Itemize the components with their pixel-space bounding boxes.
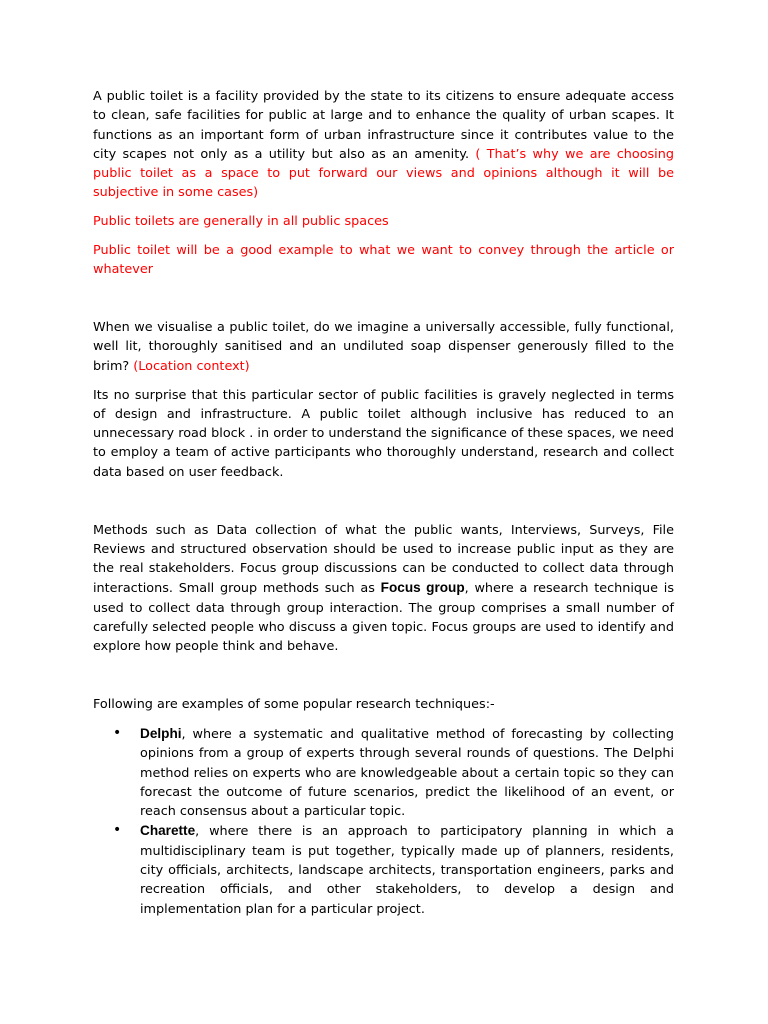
charette-text: , where there is an approach to participatory planning in which a multidisciplinary team is put together, typically made up of planners, residents, city officials, architects, landscape architects, transportation engineers, parks and recreation officials, and other stakeholders, to develop a design and implementation plan for a particular project.	[140, 824, 674, 917]
delphi-text: , where a systematic and qualitative method of forecasting by collecting opinions from a group of experts through several rounds of questions. The Delphi method relies on experts who are knowledgeable about a certain topic so they can forecast the outcome of future scenarios, predict the likelihood of an event, or reach consensus about a particular topic.	[140, 726, 674, 820]
list-item-charette	[93, 821, 674, 918]
methods-text-after: , where a research technique is used to collect data through group interaction. The group comprises a small number of carefully selected people who discuss a given topic. Focus groups are used to identify and explore how people think and behave.	[93, 581, 674, 655]
delphi-term: Delphi	[140, 725, 182, 741]
location-context-note: (Location context)	[133, 358, 250, 374]
techniques-intro: Following are examples of some popular research techniques:-	[93, 697, 495, 713]
techniques-list	[93, 724, 674, 919]
charette-term: Charette	[140, 823, 196, 839]
intro-paragraph	[93, 87, 674, 203]
intro-text: A public toilet is a facility provided by the state to its citizens to ensure adequate access to clean, safe facilities for public at large and to enhance the quality of urban scapes. It functions as an important form of urban infrastructure since it contributes value to the city scapes not only as a utility but also as an amenity.	[93, 89, 674, 162]
list-item-delphi	[93, 724, 674, 821]
note-good-example: Public toilet will be a good example to what we want to convey through the article or whatever	[93, 243, 674, 278]
neglect-paragraph: Its no surprise that this particular sector of public facilities is gravely neglected in terms of design and infrastructure. A public toilet although inclusive has reduced to an unnecessary road block . in order to understand the significance of these spaces, we need to employ a team of active participants who thoroughly understand, research and collect data based on user feedback.	[93, 387, 674, 480]
visualise-text: When we visualise a public toilet, do we imagine a universally accessible, fully functional, well lit, thoroughly sanitised and an undiluted soap dispenser generously filled to the brim?	[93, 320, 674, 374]
visualise-paragraph	[93, 318, 674, 376]
bullet-icon: •	[113, 822, 122, 839]
note-public-spaces: Public toilets are generally in all public spaces	[93, 214, 389, 230]
methods-text-before: Methods such as Data collection of what the public wants, Interviews, Surveys, File Reviews and structured observation should be used to increase public input as they are the real stakeholders. Focus group discussions can be conducted to collect data through interactions. Small group methods such as	[93, 522, 674, 597]
intro-note: ( That’s why we are choosing public toilet as a space to put forward our views and opinions although it will be subjective in some cases)	[93, 146, 674, 201]
methods-paragraph	[93, 521, 674, 657]
document-page	[93, 87, 674, 919]
bullet-icon: •	[113, 724, 122, 741]
focus-group-term: Focus group	[380, 580, 465, 596]
